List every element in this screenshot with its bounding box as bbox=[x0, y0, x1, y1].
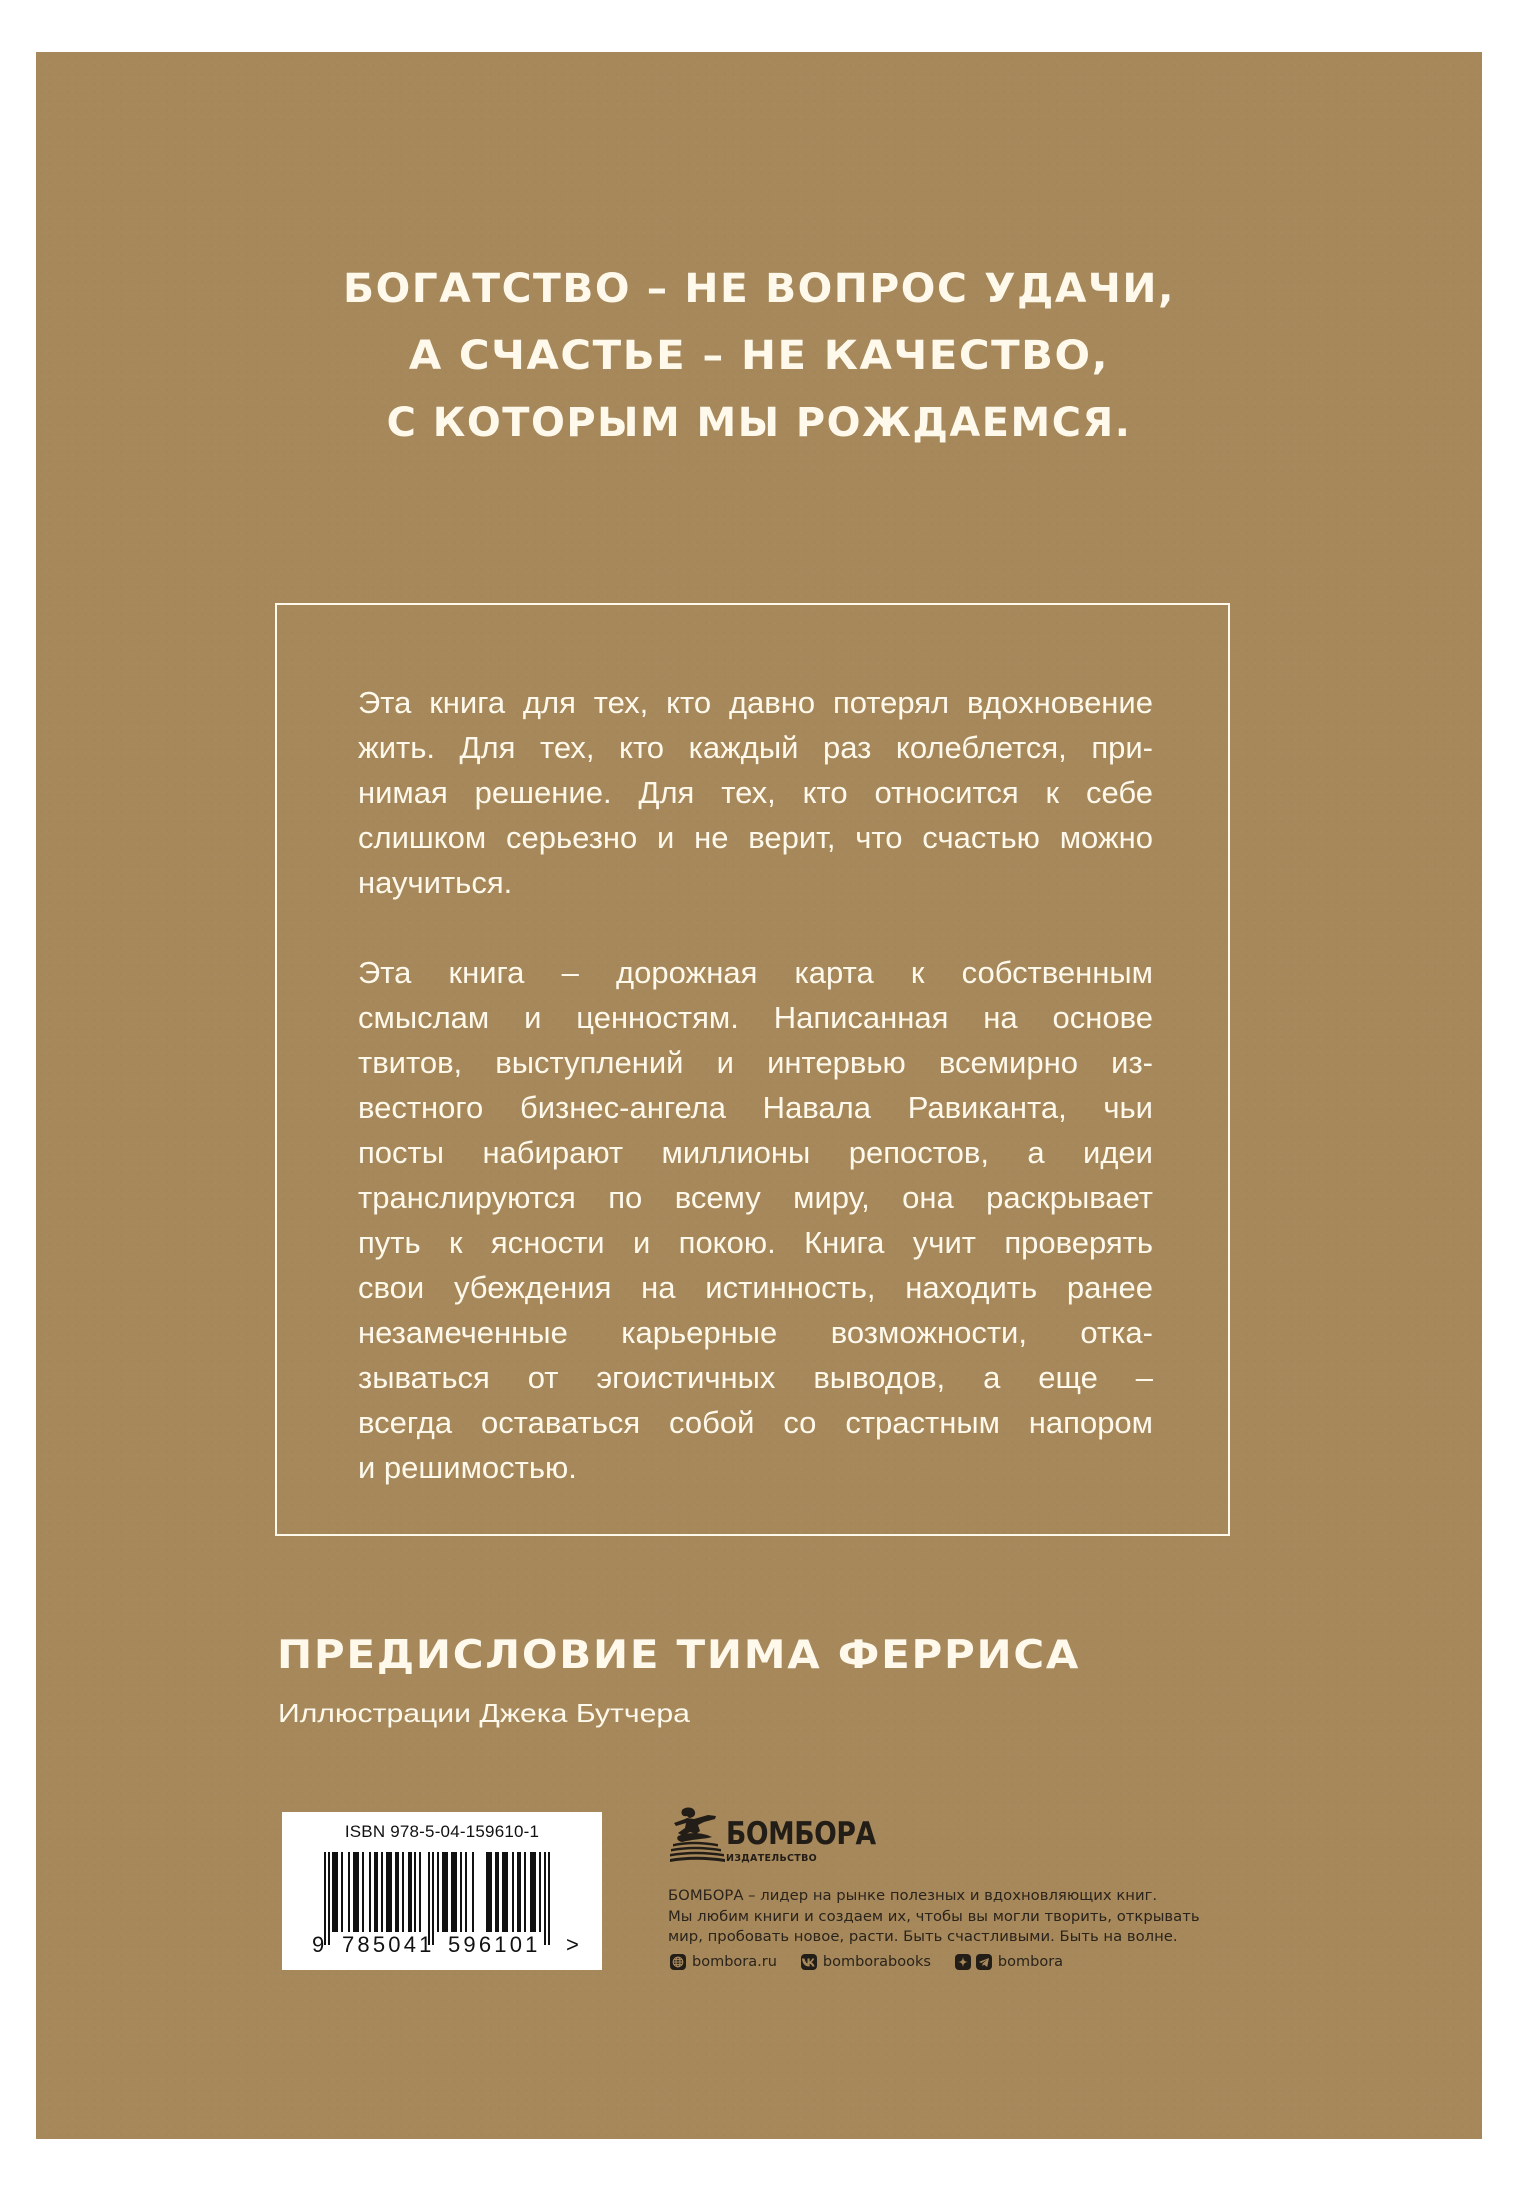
social-website bbox=[670, 1954, 777, 1970]
ean-first-digit: 9 bbox=[312, 1932, 328, 1957]
illustrator-credit: Иллюстрации Джека Бутчера bbox=[278, 1698, 690, 1728]
publisher-description-line: Мы любим книги и создаем их, чтобы вы могли творить, открывать bbox=[668, 1908, 1200, 1925]
publisher-description bbox=[668, 1886, 1200, 1948]
blurb-line: Эта книга для тех, кто давно потерял вдохновение bbox=[358, 685, 1153, 720]
headline-line: С КОТОРЫМ МЫ РОЖДАЕМСЯ. bbox=[386, 400, 1132, 446]
publisher-description-line: мир, пробовать новое, расти. Быть счастливыми. Быть на волне. bbox=[668, 1929, 1178, 1945]
blurb-line: нимая решение. Для тех, кто относится к себе bbox=[358, 775, 1153, 810]
headline-line: БОГАТСТВО – НЕ ВОПРОС УДАЧИ, bbox=[343, 266, 1175, 312]
blurb-line: всегда оставаться собой со страстным напором bbox=[358, 1405, 1153, 1440]
blurb-line: путь к ясности и покою. Книга учит проверять bbox=[358, 1225, 1153, 1260]
foreword-credit: ПРЕДИСЛОВИЕ ТИМА ФЕРРИСА bbox=[277, 1633, 1081, 1678]
blurb-line: твитов, выступлений и интервью всемирно из- bbox=[358, 1045, 1153, 1080]
blurb-line: жить. Для тех, кто каждый раз колеблется, при- bbox=[358, 730, 1153, 765]
blurb-line: Эта книга – дорожная карта к собственным bbox=[358, 955, 1153, 990]
social-vk bbox=[801, 1954, 931, 1970]
blurb-line: свои убеждения на истинность, находить ранее bbox=[358, 1270, 1153, 1305]
telegram-icon bbox=[976, 1954, 992, 1970]
headline bbox=[0, 256, 1518, 457]
blurb-line: транслируются по всему миру, она раскрывает bbox=[358, 1180, 1153, 1215]
surfer-on-books-logo-icon bbox=[668, 1806, 728, 1864]
headline-line: А СЧАСТЬЕ – НЕ КАЧЕСТВО, bbox=[408, 333, 1110, 379]
social-label: bomborabooks bbox=[822, 1954, 931, 1970]
blurb-line: незамеченные карьерные возможности, отка- bbox=[358, 1315, 1153, 1350]
publisher-name: БОМБОРА bbox=[726, 1816, 876, 1852]
isbn-label: ISBN 978-5-04-159610-1 bbox=[344, 1822, 540, 1841]
publisher-description-line: БОМБОРА – лидер на рынке полезных и вдохновляющих книг. bbox=[668, 1888, 1158, 1904]
ean-quiet-mark: > bbox=[566, 1932, 583, 1957]
blurb-line: научиться. bbox=[358, 865, 513, 900]
paragraph-gap bbox=[358, 905, 1153, 950]
blurb-text bbox=[358, 680, 1153, 1490]
blurb-line: и решимостью. bbox=[358, 1450, 577, 1485]
ean-left-group: 785041 bbox=[342, 1932, 435, 1957]
social-label: bombora.ru bbox=[692, 1954, 777, 1970]
social-dzen-telegram bbox=[955, 1954, 1063, 1970]
ean-right-group: 596101 bbox=[448, 1932, 541, 1957]
blurb-line: смыслам и ценностям. Написанная на основе bbox=[358, 1000, 1153, 1035]
dzen-icon bbox=[955, 1954, 971, 1970]
vk-icon bbox=[801, 1954, 817, 1970]
blurb-line: посты набирают миллионы репостов, а идеи bbox=[358, 1135, 1153, 1170]
social-label: bombora bbox=[997, 1954, 1064, 1970]
blurb-line: слишком серьезно и не верит, что счастью можно bbox=[358, 820, 1153, 855]
publisher-subtitle: ИЗДАТЕЛЬСТВО bbox=[726, 1853, 817, 1864]
blurb-line: вестного бизнес-ангела Навала Равиканта, чьи bbox=[358, 1090, 1153, 1125]
isbn-barcode bbox=[282, 1812, 602, 1970]
globe-icon bbox=[670, 1954, 686, 1970]
publisher-socials bbox=[670, 1954, 1087, 1970]
blurb-line: зываться от эгоистичных выводов, а еще – bbox=[358, 1360, 1153, 1395]
